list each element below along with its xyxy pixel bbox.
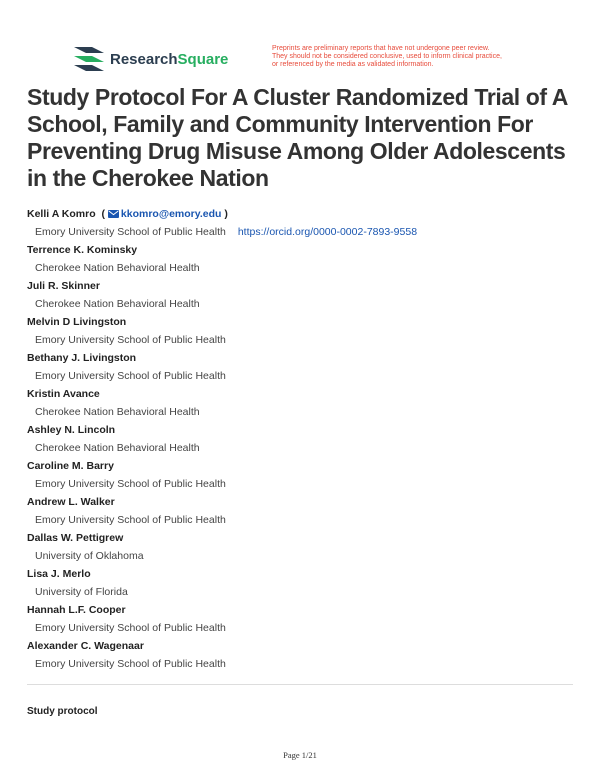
author-name: Dallas W. Pettigrew <box>27 532 124 544</box>
research-square-logo[interactable] <box>74 47 228 71</box>
author-affiliation: Emory University School of Public Health <box>35 334 226 346</box>
author-entry <box>27 421 587 457</box>
affiliation-text: Emory University School of Public Health <box>35 226 226 238</box>
author-name: Bethany J. Livingston <box>27 352 137 364</box>
author-affiliation <box>27 223 587 241</box>
email-link[interactable]: kkomro@emory.edu <box>120 208 222 220</box>
author-name: Kristin Avance <box>27 388 100 400</box>
author-affiliation: Cherokee Nation Behavioral Health <box>35 442 200 454</box>
disclaimer-line: or referenced by the media as validated information. <box>272 61 434 68</box>
author-entry <box>27 637 587 673</box>
page-number: Page 1/21 <box>283 750 317 760</box>
author-name: Caroline M. Barry <box>27 460 114 472</box>
corresponding-author <box>27 205 587 241</box>
author-entry <box>27 565 587 601</box>
open-paren: ( <box>101 208 105 220</box>
author-entry <box>27 493 587 529</box>
author-affiliation: Emory University School of Public Health <box>35 658 226 670</box>
author-name: Andrew L. Walker <box>27 496 115 508</box>
article-type-label: Study protocol <box>27 706 98 717</box>
author-affiliation: Cherokee Nation Behavioral Health <box>35 406 200 418</box>
author-affiliation: Cherokee Nation Behavioral Health <box>35 298 200 310</box>
author-entry <box>27 241 587 277</box>
author-affiliation: Emory University School of Public Health <box>35 622 226 634</box>
author-affiliation: University of Florida <box>35 586 128 598</box>
mail-icon <box>108 210 119 218</box>
author-name-line <box>27 205 587 223</box>
orcid-link[interactable]: https://orcid.org/0000-0002-7893-9558 <box>237 226 418 238</box>
author-name: Kelli A Komro <box>27 208 96 220</box>
research-square-logo-icon <box>74 47 104 71</box>
author-entry <box>27 529 587 565</box>
brand-name-research: Research <box>110 50 178 68</box>
close-paren: ) <box>224 208 228 220</box>
author-name: Alexander C. Wagenaar <box>27 640 144 652</box>
author-entry <box>27 313 587 349</box>
author-name: Ashley N. Lincoln <box>27 424 116 436</box>
preprint-disclaimer <box>272 45 572 69</box>
author-name: Lisa J. Merlo <box>27 568 91 580</box>
author-affiliation: Cherokee Nation Behavioral Health <box>35 262 200 274</box>
author-entry <box>27 601 587 637</box>
paper-title: Study Protocol For A Cluster Randomized Trial of A School, Family and Community Intervention For Preventing Drug Misuse Among Older Adolescents in the Cherokee Nation <box>27 84 568 191</box>
disclaimer-line: Preprints are preliminary reports that have not undergone peer review. <box>272 45 490 52</box>
author-name: Juli R. Skinner <box>27 280 100 292</box>
author-affiliation: Emory University School of Public Health <box>35 478 226 490</box>
author-list <box>27 205 587 673</box>
author-affiliation: Emory University School of Public Health <box>35 514 226 526</box>
author-name: Melvin D Livingston <box>27 316 127 328</box>
author-entry <box>27 457 587 493</box>
section-divider <box>27 684 573 685</box>
author-affiliation: University of Oklahoma <box>35 550 144 562</box>
author-entry <box>27 385 587 421</box>
author-entry <box>27 277 587 313</box>
author-name: Terrence K. Kominsky <box>27 244 138 256</box>
brand-name <box>110 51 228 68</box>
author-entry <box>27 349 587 385</box>
brand-name-square: Square <box>177 50 229 68</box>
author-affiliation: Emory University School of Public Health <box>35 370 226 382</box>
author-name: Hannah L.F. Cooper <box>27 604 126 616</box>
disclaimer-line: They should not be considered conclusive, used to inform clinical practice, <box>272 53 502 60</box>
email-wrapper <box>99 208 228 220</box>
